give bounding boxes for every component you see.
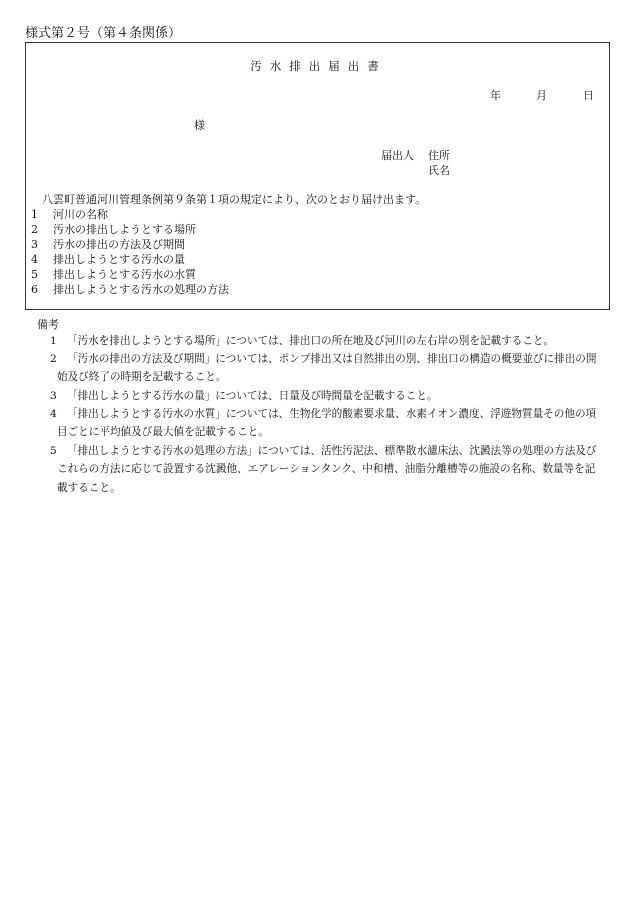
list-item-text: 河川の名称 (53, 208, 108, 221)
note-item (50, 442, 602, 497)
list-item-text: 排出しようとする汚水の処理の方法 (53, 283, 229, 296)
list-item-text: 汚水の排出の方法及び期間 (53, 238, 185, 251)
list-item (31, 268, 196, 281)
note-text: 「排出しようとする汚水の量」については、日量及び時間量を記載すること。 (67, 390, 438, 402)
note-number: 4 (50, 408, 57, 420)
list-item-number: 2 (31, 223, 38, 236)
applicant-address-label: 住所 (428, 149, 450, 162)
note-item (50, 405, 602, 442)
note-text: 「排出しようとする汚水の処理の方法」については、活性汚泥法、標準散水濾床法、沈澱法等の処理の方法及びこれらの方法に応じて設置する沈澱他、エアレーションタンク、中和槽、油脂分離槽等の施設の名称、数量等を記載すること。 (57, 445, 597, 494)
date-year-label: 年 (490, 89, 501, 102)
note-number: 3 (50, 390, 57, 402)
list-item (31, 238, 185, 251)
document-title: 汚水排出届出書 (250, 59, 387, 73)
note-item (50, 350, 602, 387)
note-text: 「汚水を排出しようとする場所」については、排出口の所在地及び河川の左右岸の別を記載すること。 (67, 335, 555, 347)
list-item (31, 208, 108, 221)
addressee-suffix: 様 (194, 119, 205, 132)
date-day-label: 日 (583, 89, 594, 102)
list-item-text: 排出しようとする汚水の量 (53, 253, 185, 266)
applicant-name-label: 氏名 (428, 164, 450, 177)
applicant-label: 届出人 (381, 149, 414, 162)
list-item (31, 223, 196, 236)
note-text: 「排出しようとする汚水の水質」については、生物化学的酸素要求量、水素イオン濃度、浮遊物質量その他の項目ごとに平均値及び最大値を記載すること。 (57, 408, 597, 439)
form-code: 様式第２号（第４条関係） (25, 26, 182, 41)
list-item-text: 排出しようとする汚水の水質 (53, 268, 196, 281)
note-item (50, 332, 602, 350)
note-number: 5 (50, 445, 57, 457)
list-item-number: 3 (31, 238, 38, 251)
date-month-label: 月 (536, 89, 547, 102)
list-item-number: 4 (31, 253, 38, 266)
note-text: 「汚水の排出の方法及び期間」については、ポンプ排出又は自然排出の別、排出口の構造の概要並びに排出の開始及び終了の時期を記載すること。 (57, 353, 597, 384)
list-item (31, 283, 229, 296)
notification-form-box (25, 42, 610, 310)
list-item (31, 253, 185, 266)
list-item-text: 汚水の排出しようとする場所 (53, 223, 196, 236)
note-number: 2 (50, 353, 57, 365)
list-item-number: 6 (31, 283, 38, 296)
list-item-number: 5 (31, 268, 38, 281)
note-number: 1 (50, 335, 57, 347)
preamble-text: 八雲町普通河川管理条例第９条第１項の規定により、次のとおり届け出ます。 (42, 193, 427, 206)
list-item-number: 1 (31, 208, 38, 221)
note-item (50, 387, 602, 405)
notes-heading: 備考 (37, 318, 59, 331)
